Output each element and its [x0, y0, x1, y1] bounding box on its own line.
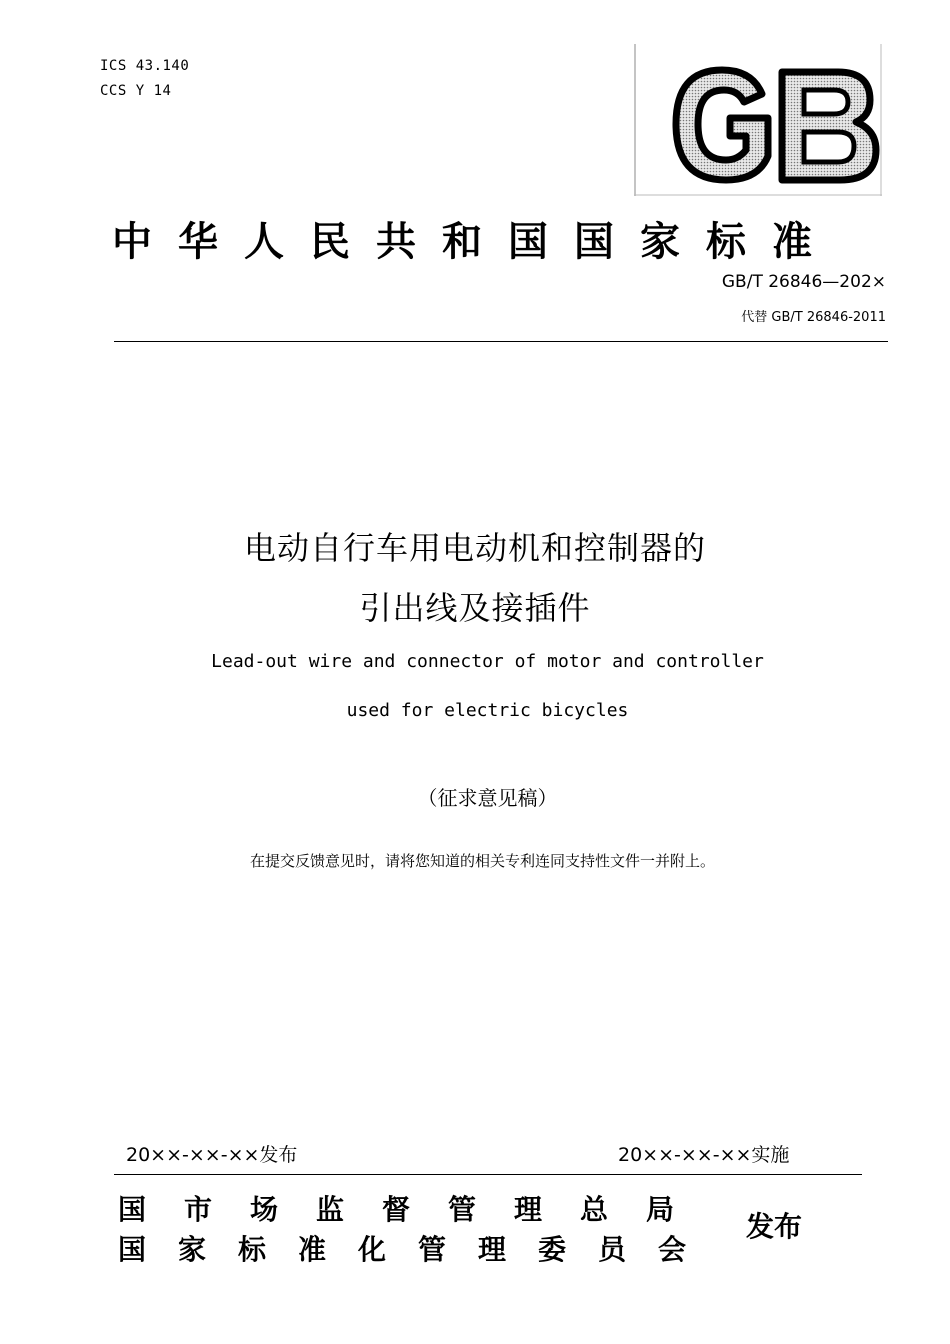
gb-logo-graphic — [634, 44, 882, 196]
title-en-line2: used for electric bicycles — [346, 700, 629, 721]
ics-code: ICS 43.140 — [100, 58, 190, 74]
title-en-line1: Lead-out wire and connector of motor and controller — [211, 651, 764, 672]
issuer-line2: 国家标准化管理委员会 — [118, 1233, 719, 1266]
footer-divider — [114, 1174, 862, 1175]
issue-date: 20××-××-××发布 — [126, 1144, 298, 1166]
implementation-date: 20××-××-××实施 — [618, 1144, 790, 1166]
patent-note: 在提交反馈意见时，请将您知道的相关专利连同支持性文件一并附上。 — [249, 852, 715, 870]
national-standard-title: 中华人民共和国国家标准 — [112, 218, 838, 265]
ccs-code: CCS Y 14 — [100, 83, 172, 99]
replaces-standard: 代替 GB/T 26846-2011 — [741, 310, 886, 325]
standard-number: GB/T 26846—202× — [721, 272, 886, 292]
draft-label: （征求意见稿） — [417, 786, 558, 810]
header-divider — [114, 341, 888, 342]
title-zh-line2: 引出线及接插件 — [359, 589, 591, 627]
issued-by-label: 发布 — [746, 1210, 803, 1243]
title-zh-line1: 电动自行车用电动机和控制器的 — [243, 529, 706, 567]
issuer-line1: 国市场监督管理总局 — [118, 1193, 713, 1226]
gb-logo — [634, 44, 882, 196]
logo-text: GB — [758, 192, 760, 193]
